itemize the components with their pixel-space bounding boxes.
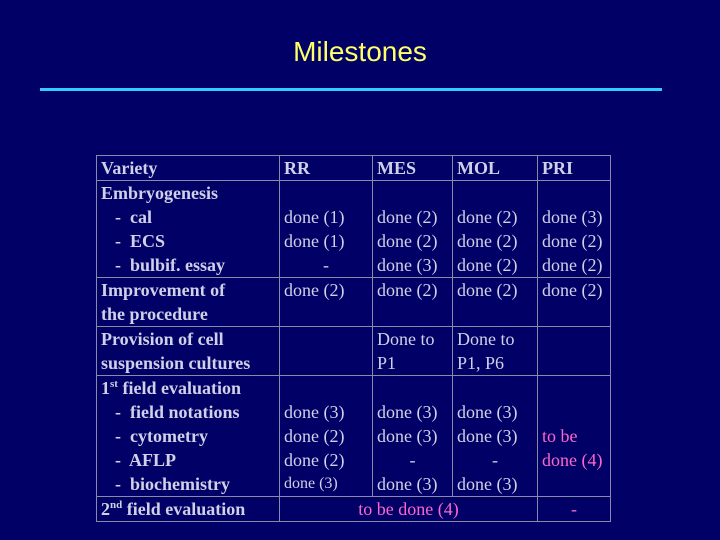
- provision-label-cell: [97, 327, 280, 376]
- cell-value: done (2): [377, 231, 438, 251]
- ordinal-number: 2: [101, 499, 110, 519]
- bullet-dash: -: [115, 207, 121, 227]
- embryo-sub-ecs: [101, 229, 275, 253]
- cell-value: done (3): [457, 426, 518, 446]
- header-mes: MES: [373, 156, 453, 181]
- cell-value: P1, P6: [457, 353, 505, 373]
- field-sub-cytometry: [101, 424, 275, 448]
- sub-label: field notations: [130, 402, 240, 422]
- label-text: field evaluation: [117, 378, 241, 398]
- first-field-label-cell: [97, 376, 280, 497]
- cell-value: done (1): [284, 207, 345, 227]
- second-field-pri: -: [538, 497, 611, 522]
- cell-value: Done to: [457, 329, 515, 349]
- cell-value: done (2): [457, 231, 518, 251]
- bullet-dash: -: [115, 402, 121, 422]
- second-field-merged: to be done (4): [280, 497, 538, 522]
- first-field-mes: [373, 376, 453, 497]
- cell-value-highlight: done (4): [542, 450, 603, 470]
- first-field-mol: [453, 376, 538, 497]
- improvement-pri: done (2): [538, 278, 611, 327]
- improvement-rr: done (2): [280, 278, 373, 327]
- embryo-sub-bulbif: [101, 253, 275, 277]
- cell-value: -: [492, 450, 498, 470]
- bullet-dash: -: [115, 474, 121, 494]
- bullet-dash: -: [115, 255, 121, 275]
- table-row-first-field: [97, 376, 611, 497]
- cell-value: Done to: [377, 329, 435, 349]
- bullet-dash: -: [115, 426, 121, 446]
- ordinal-suffix: nd: [110, 499, 123, 511]
- cell-value: done (2): [377, 207, 438, 227]
- cell-value: done (2): [542, 255, 603, 275]
- header-mol: MOL: [453, 156, 538, 181]
- first-field-pri: [538, 376, 611, 497]
- provision-pri: [538, 327, 611, 376]
- embryogenesis-label: Embryogenesis: [101, 183, 218, 203]
- cell-value: done (3): [284, 402, 345, 422]
- cell-value: done (2): [284, 450, 345, 470]
- table-row-provision: [97, 327, 611, 376]
- title-divider: [40, 88, 662, 91]
- sub-label: bulbif. essay: [130, 255, 226, 275]
- embryo-sub-cal: [101, 205, 275, 229]
- improvement-label-line2: the procedure: [101, 304, 208, 324]
- sub-label: cytometry: [130, 426, 208, 446]
- provision-mol: [453, 327, 538, 376]
- cell-value: done (2): [284, 426, 345, 446]
- provision-mes: [373, 327, 453, 376]
- table-row-improvement: [97, 278, 611, 327]
- field-sub-biochemistry: [101, 472, 275, 496]
- table-row-embryogenesis: [97, 181, 611, 278]
- header-variety: Variety: [97, 156, 280, 181]
- first-field-rr: [280, 376, 373, 497]
- cell-value-highlight: to be: [542, 426, 578, 446]
- embryogenesis-label-cell: [97, 181, 280, 278]
- cell-value: done (3): [284, 475, 338, 492]
- ordinal-suffix: st: [110, 378, 118, 390]
- sub-label: cal: [130, 207, 152, 227]
- provision-label-line2: suspension cultures: [101, 353, 251, 373]
- ordinal-number: 1: [101, 378, 110, 398]
- cell-value: done (2): [457, 255, 518, 275]
- bullet-dash: -: [115, 450, 121, 470]
- cell-value: done (3): [377, 474, 438, 494]
- improvement-label-line1: Improvement of: [101, 280, 226, 300]
- label-text: field evaluation: [122, 499, 246, 519]
- second-field-label-cell: [97, 497, 280, 522]
- embryogenesis-pri: [538, 181, 611, 278]
- cell-value: done (3): [542, 207, 603, 227]
- sub-label: biochemistry: [130, 474, 230, 494]
- provision-label-line1: Provision of cell: [101, 329, 224, 349]
- cell-value: done (3): [457, 402, 518, 422]
- header-rr: RR: [280, 156, 373, 181]
- cell-value: done (3): [377, 426, 438, 446]
- field-sub-notations: [101, 400, 275, 424]
- sub-label: AFLP: [129, 450, 177, 470]
- improvement-mol: done (2): [453, 278, 538, 327]
- table-header-row: [97, 156, 611, 181]
- second-field-label: [101, 497, 275, 521]
- cell-value: done (1): [284, 231, 345, 251]
- cell-value: done (3): [457, 474, 518, 494]
- field-sub-aflp: [101, 448, 275, 472]
- sub-label: ECS: [130, 231, 166, 251]
- header-pri: PRI: [538, 156, 611, 181]
- bullet-dash: -: [115, 231, 121, 251]
- improvement-mes: done (2): [373, 278, 453, 327]
- cell-value: P1: [377, 353, 397, 373]
- table-row-second-field: [97, 497, 611, 522]
- provision-rr: [280, 327, 373, 376]
- improvement-label-cell: [97, 278, 280, 327]
- cell-value: done (3): [377, 402, 438, 422]
- first-field-label: [101, 376, 275, 400]
- milestones-table: [96, 155, 611, 522]
- cell-value: -: [323, 255, 329, 275]
- embryogenesis-rr: [280, 181, 373, 278]
- cell-value: done (3): [377, 255, 438, 275]
- cell-value: done (2): [457, 207, 518, 227]
- embryogenesis-mol: [453, 181, 538, 278]
- slide-title: Milestones: [293, 36, 427, 67]
- cell-value: done (2): [542, 231, 603, 251]
- embryogenesis-mes: [373, 181, 453, 278]
- cell-value: -: [409, 450, 416, 470]
